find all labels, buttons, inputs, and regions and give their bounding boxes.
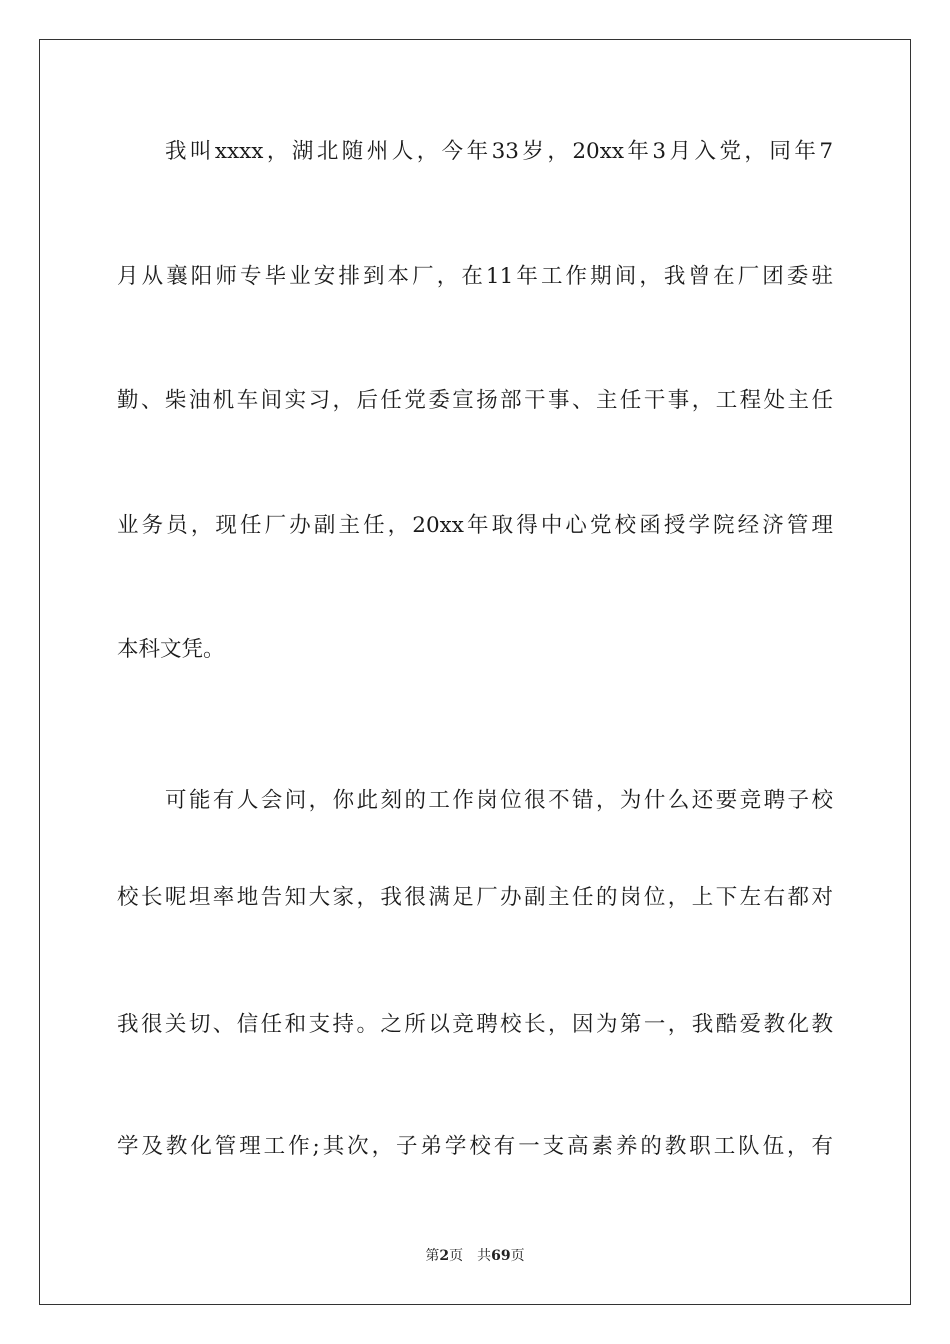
paragraph-1-line-4: 业务员，现任厂办副主任，20xx年取得中心党校函授学院经济管理 bbox=[117, 513, 833, 538]
paragraph-1-line-5: 本科文凭。 bbox=[117, 637, 225, 662]
paragraph-2-line-1: 可能有人会问，你此刻的工作岗位很不错，为什么还要竞聘子校 bbox=[165, 788, 833, 813]
page-border bbox=[39, 39, 911, 1305]
paragraph-2-line-2: 校长呢坦率地告知大家，我很满足厂办副主任的岗位，上下左右都对 bbox=[117, 885, 833, 910]
paragraph-1-line-1: 我叫xxxx，湖北随州人，今年33岁，20xx年3月入党，同年7 bbox=[165, 139, 833, 164]
current-page-number: 2 bbox=[439, 1248, 450, 1264]
paragraph-1-line-2: 月从襄阳师专毕业安排到本厂，在11年工作期间，我曾在厂团委驻 bbox=[117, 264, 833, 289]
page-prefix: 第 bbox=[425, 1248, 440, 1264]
paragraph-1-line-3: 勤、柴油机车间实习，后任党委宣扬部干事、主任干事，工程处主任 bbox=[117, 388, 833, 413]
page-footer bbox=[0, 1246, 950, 1266]
total-page-number: 69 bbox=[491, 1248, 511, 1264]
total-prefix: 共 bbox=[477, 1248, 492, 1264]
total-suffix: 页 bbox=[510, 1248, 525, 1264]
page-suffix: 页 bbox=[449, 1248, 464, 1264]
paragraph-2-line-4: 学及教化管理工作;其次，子弟学校有一支高素养的教职工队伍，有 bbox=[117, 1134, 833, 1159]
paragraph-2-line-3: 我很关切、信任和支持。之所以竞聘校长，因为第一，我酷爱教化教 bbox=[117, 1012, 833, 1037]
